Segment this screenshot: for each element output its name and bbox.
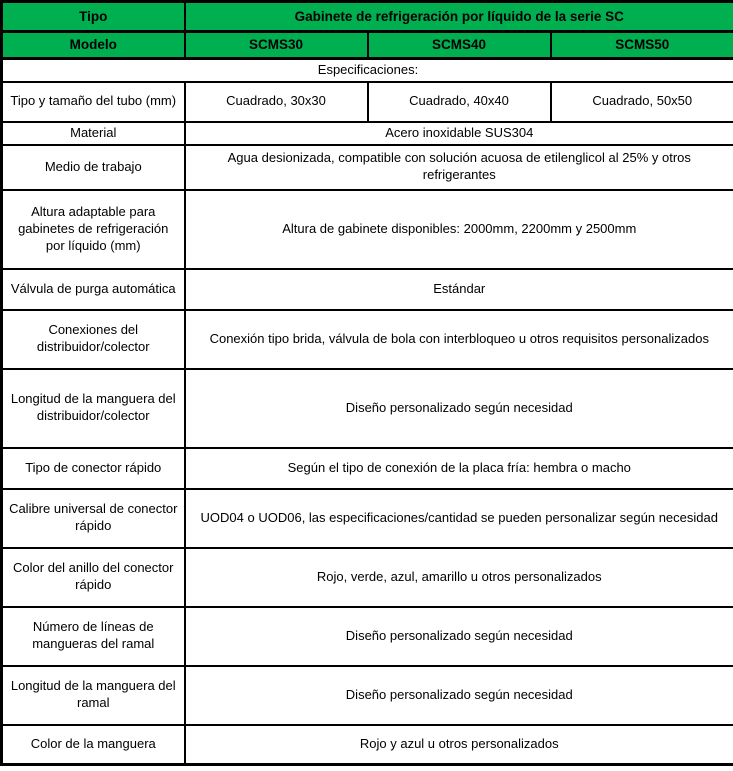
spec-value-scms40: Cuadrado, 40x40 (368, 82, 551, 122)
table-row (2, 190, 733, 269)
header-model-row (2, 32, 733, 59)
spec-value: Diseño personalizado según necesidad (185, 607, 733, 666)
table-row (2, 82, 733, 122)
spec-label: Color de la manguera (2, 725, 185, 765)
spec-label: Tipo de conector rápido (2, 448, 185, 489)
table-row (2, 489, 733, 548)
table-row (2, 269, 733, 310)
section-title: Especificaciones: (2, 59, 733, 82)
table-row (2, 310, 733, 369)
spec-value-scms30: Cuadrado, 30x30 (185, 82, 368, 122)
spec-label: Color del anillo del conector rápido (2, 548, 185, 607)
spec-value: Diseño personalizado según necesidad (185, 666, 733, 725)
spec-value: Rojo, verde, azul, amarillo u otros personalizados (185, 548, 733, 607)
spec-label: Tipo y tamaño del tubo (mm) (2, 82, 185, 122)
table-row (2, 725, 733, 765)
spec-value: Diseño personalizado según necesidad (185, 369, 733, 448)
table-row (2, 607, 733, 666)
spec-label: Válvula de purga automática (2, 269, 185, 310)
spec-value: Acero inoxidable SUS304 (185, 122, 733, 145)
table-row (2, 369, 733, 448)
table-row (2, 666, 733, 725)
spec-label: Medio de trabajo (2, 145, 185, 190)
spec-value: Altura de gabinete disponibles: 2000mm, 2200mm y 2500mm (185, 190, 733, 269)
spec-label: Altura adaptable para gabinetes de refrigeración por líquido (mm) (2, 190, 185, 269)
spec-label: Longitud de la manguera del distribuidor/colector (2, 369, 185, 448)
spec-value: UOD04 o UOD06, las especificaciones/cantidad se pueden personalizar según necesidad (185, 489, 733, 548)
model-scms50-cell: SCMS50 (551, 32, 733, 59)
spec-value: Rojo y azul u otros personalizados (185, 725, 733, 765)
spec-value: Conexión tipo brida, válvula de bola con interbloqueo u otros requisitos personalizados (185, 310, 733, 369)
table-row (2, 548, 733, 607)
spec-label: Número de líneas de mangueras del ramal (2, 607, 185, 666)
spec-label: Material (2, 122, 185, 145)
spec-value: Según el tipo de conexión de la placa fría: hembra o macho (185, 448, 733, 489)
spec-value: Agua desionizada, compatible con solución acuosa de etilenglicol al 25% y otros refrigerantes (185, 145, 733, 190)
spec-label: Calibre universal de conector rápido (2, 489, 185, 548)
section-row (2, 59, 733, 82)
table-row (2, 122, 733, 145)
spec-value: Estándar (185, 269, 733, 310)
model-scms40-cell: SCMS40 (368, 32, 551, 59)
header-type-value: Gabinete de refrigeración por líquido de la serie SC (185, 2, 733, 32)
table-row (2, 448, 733, 489)
table-row (2, 145, 733, 190)
spec-label: Longitud de la manguera del ramal (2, 666, 185, 725)
header-type-label: Tipo (2, 2, 185, 32)
header-model-label: Modelo (2, 32, 185, 59)
spec-value-scms50: Cuadrado, 50x50 (551, 82, 733, 122)
spec-label: Conexiones del distribuidor/colector (2, 310, 185, 369)
model-scms30-cell: SCMS30 (185, 32, 368, 59)
header-type-row (2, 2, 733, 32)
